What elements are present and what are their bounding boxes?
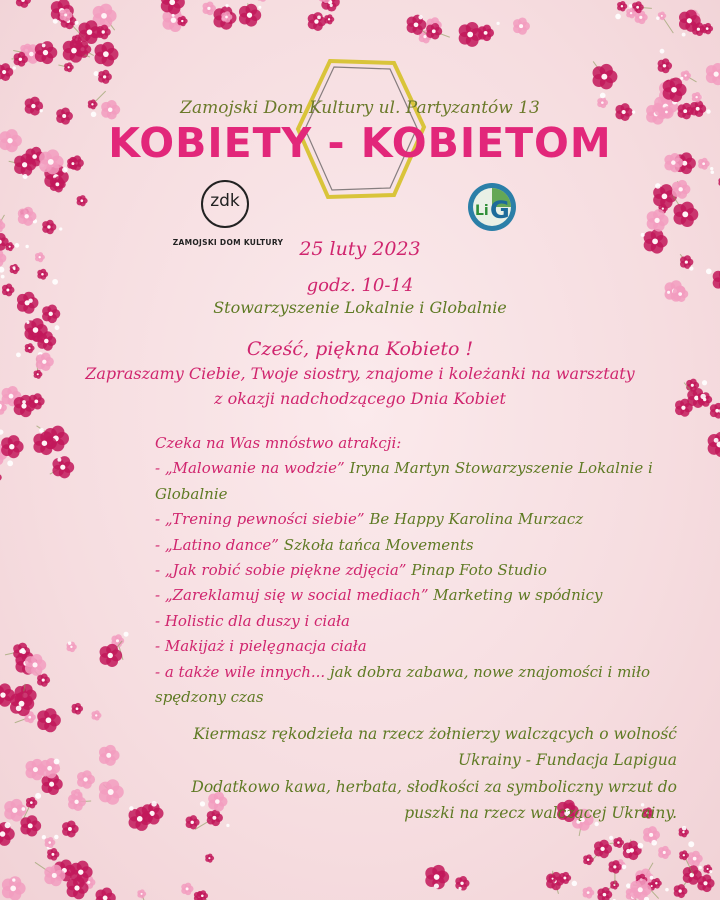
attractions-list: [155, 431, 653, 710]
footer-line-2: Ukrainy - Fundacja Lapigua: [458, 751, 677, 769]
blossom: [98, 70, 112, 84]
lig-logo: [464, 181, 522, 233]
attraction-details: spędzony czas: [155, 688, 264, 707]
blossom: [583, 887, 595, 899]
blossom: [99, 779, 124, 804]
blossom: [186, 815, 200, 829]
blossom: [181, 883, 193, 896]
attraction-details: jak dobra zabawa, nowe znajomości i miło: [325, 662, 651, 681]
attractions-intro: Czeka na Was mnóstwo atrakcji:: [155, 434, 402, 452]
blossom: [594, 840, 612, 859]
blossom: [25, 654, 46, 676]
blossom: [674, 884, 688, 898]
blossom: [42, 220, 56, 234]
blossom: [706, 63, 720, 85]
footer-line-4: puszki na rzecz walczącej Ukrainy.: [404, 804, 677, 822]
blossom: [324, 14, 334, 24]
blossom: [256, 0, 268, 2]
attraction-title: - a także wile innych...: [155, 662, 326, 681]
attraction-title: - „Trening pewności siebie”: [155, 510, 365, 529]
blossom: [16, 0, 31, 8]
lig-logo-left-letters: Li: [475, 203, 489, 219]
attraction-details: Pinap Foto Studio: [406, 561, 547, 580]
blossom: [95, 888, 115, 900]
attraction-item: [155, 660, 653, 685]
zdk-logo-name: ZAMOJSKI DOM KULTURY: [172, 238, 284, 247]
blossom: [207, 809, 223, 826]
attraction-details: Iryna Martyn Stowarzyszenie Lokalnie i: [344, 459, 653, 478]
invitation-line-1: Zapraszamy Ciebie, Twoje siostry, znajome i koleżanki na warsztaty: [85, 364, 635, 383]
blossom: [35, 41, 57, 64]
blossom: [459, 22, 483, 47]
blossom: [0, 63, 13, 81]
attraction-item: [155, 533, 653, 558]
blossom: [68, 793, 86, 811]
footer-line-3: Dodatkowo kawa, herbata, słodkości za symboliczny wrzut do: [191, 778, 677, 796]
blossom: [72, 703, 83, 715]
attraction-details: Szkoła tańca Movements: [278, 535, 474, 554]
lig-logo-right-letter: G: [490, 196, 510, 224]
attraction-title: - „Latino dance”: [155, 535, 279, 554]
attraction-item: [155, 634, 653, 659]
blossom: [20, 815, 41, 836]
blossom: [26, 797, 37, 809]
poster-title: KOBIETY - KOBIETOM: [108, 119, 612, 167]
footer-line-1: Kiermasz rękodzieła na rzecz żołnierzy walczących o wolność: [193, 725, 677, 743]
organizer-name: Stowarzyszenie Lokalnie i Globalnie: [213, 298, 507, 317]
attraction-title: - „Malowanie na wodzie”: [155, 459, 345, 478]
blossom: [45, 837, 56, 848]
blossom: [94, 42, 118, 67]
blossom: [91, 710, 101, 720]
attraction-item: [155, 482, 653, 507]
blossom: [197, 890, 208, 900]
venue-address: Zamojski Dom Kultury ul. Partyzantów 13: [180, 98, 540, 118]
blossom: [100, 644, 123, 667]
blossom: [673, 202, 698, 227]
blossom: [658, 58, 672, 73]
blossom: [1, 435, 23, 458]
attraction-item: [155, 583, 653, 608]
blossom: [617, 1, 627, 11]
blossom: [708, 432, 720, 458]
attraction-item: [155, 609, 653, 634]
blossom: [137, 889, 146, 898]
attraction-title: - Makijaż i pielęgnacja ciała: [155, 637, 367, 656]
blossom: [672, 180, 691, 199]
blossom: [0, 471, 2, 484]
event-time: godz. 10-14: [306, 275, 414, 296]
blossom: [239, 4, 261, 27]
blossom: [597, 887, 612, 900]
blossom: [62, 820, 79, 837]
invitation-line-2: z okazji nadchodzącego Dnia Kobiet: [214, 389, 506, 408]
blossom: [308, 12, 326, 31]
blossom: [613, 837, 624, 848]
blossom: [635, 11, 648, 24]
attractions-items: [155, 456, 653, 710]
zdk-logo-mark: zdk: [210, 191, 240, 211]
blossom: [77, 195, 88, 206]
greeting: Cześć, piękna Kobieto !: [246, 338, 474, 360]
blossom: [687, 851, 702, 867]
event-date: 25 luty 2023: [299, 238, 421, 260]
blossom: [658, 846, 671, 859]
blossom: [205, 854, 214, 863]
blossom: [64, 62, 74, 72]
attraction-details: Globalnie: [155, 484, 228, 503]
blossom: [679, 850, 689, 860]
blossom: [593, 64, 618, 90]
blossom: [513, 17, 530, 34]
attraction-title: - Holistic dla duszy i ciała: [155, 611, 350, 630]
attraction-item: [155, 685, 653, 710]
blossom: [455, 876, 469, 891]
attraction-item: [155, 507, 653, 532]
blossom: [52, 456, 74, 478]
attraction-item: [155, 558, 653, 583]
attraction-details: Be Happy Karolina Murzacz: [364, 510, 584, 529]
blossom: [0, 219, 5, 233]
attraction-details: Marketing w spódnicy: [428, 586, 603, 605]
blossom: [643, 826, 660, 843]
blossom: [37, 673, 50, 686]
blossom: [77, 770, 95, 788]
attraction-item: [155, 456, 653, 481]
blossom: [37, 708, 61, 732]
attraction-title: - „Jak robić sobie piękne zdjęcia”: [155, 561, 407, 580]
blossom: [583, 854, 594, 865]
blossom: [47, 848, 59, 861]
blossom: [702, 23, 713, 34]
blossom: [177, 16, 187, 26]
attraction-title: - „Zareklamuj się w social mediach”: [155, 586, 429, 605]
blossom: [99, 745, 120, 766]
